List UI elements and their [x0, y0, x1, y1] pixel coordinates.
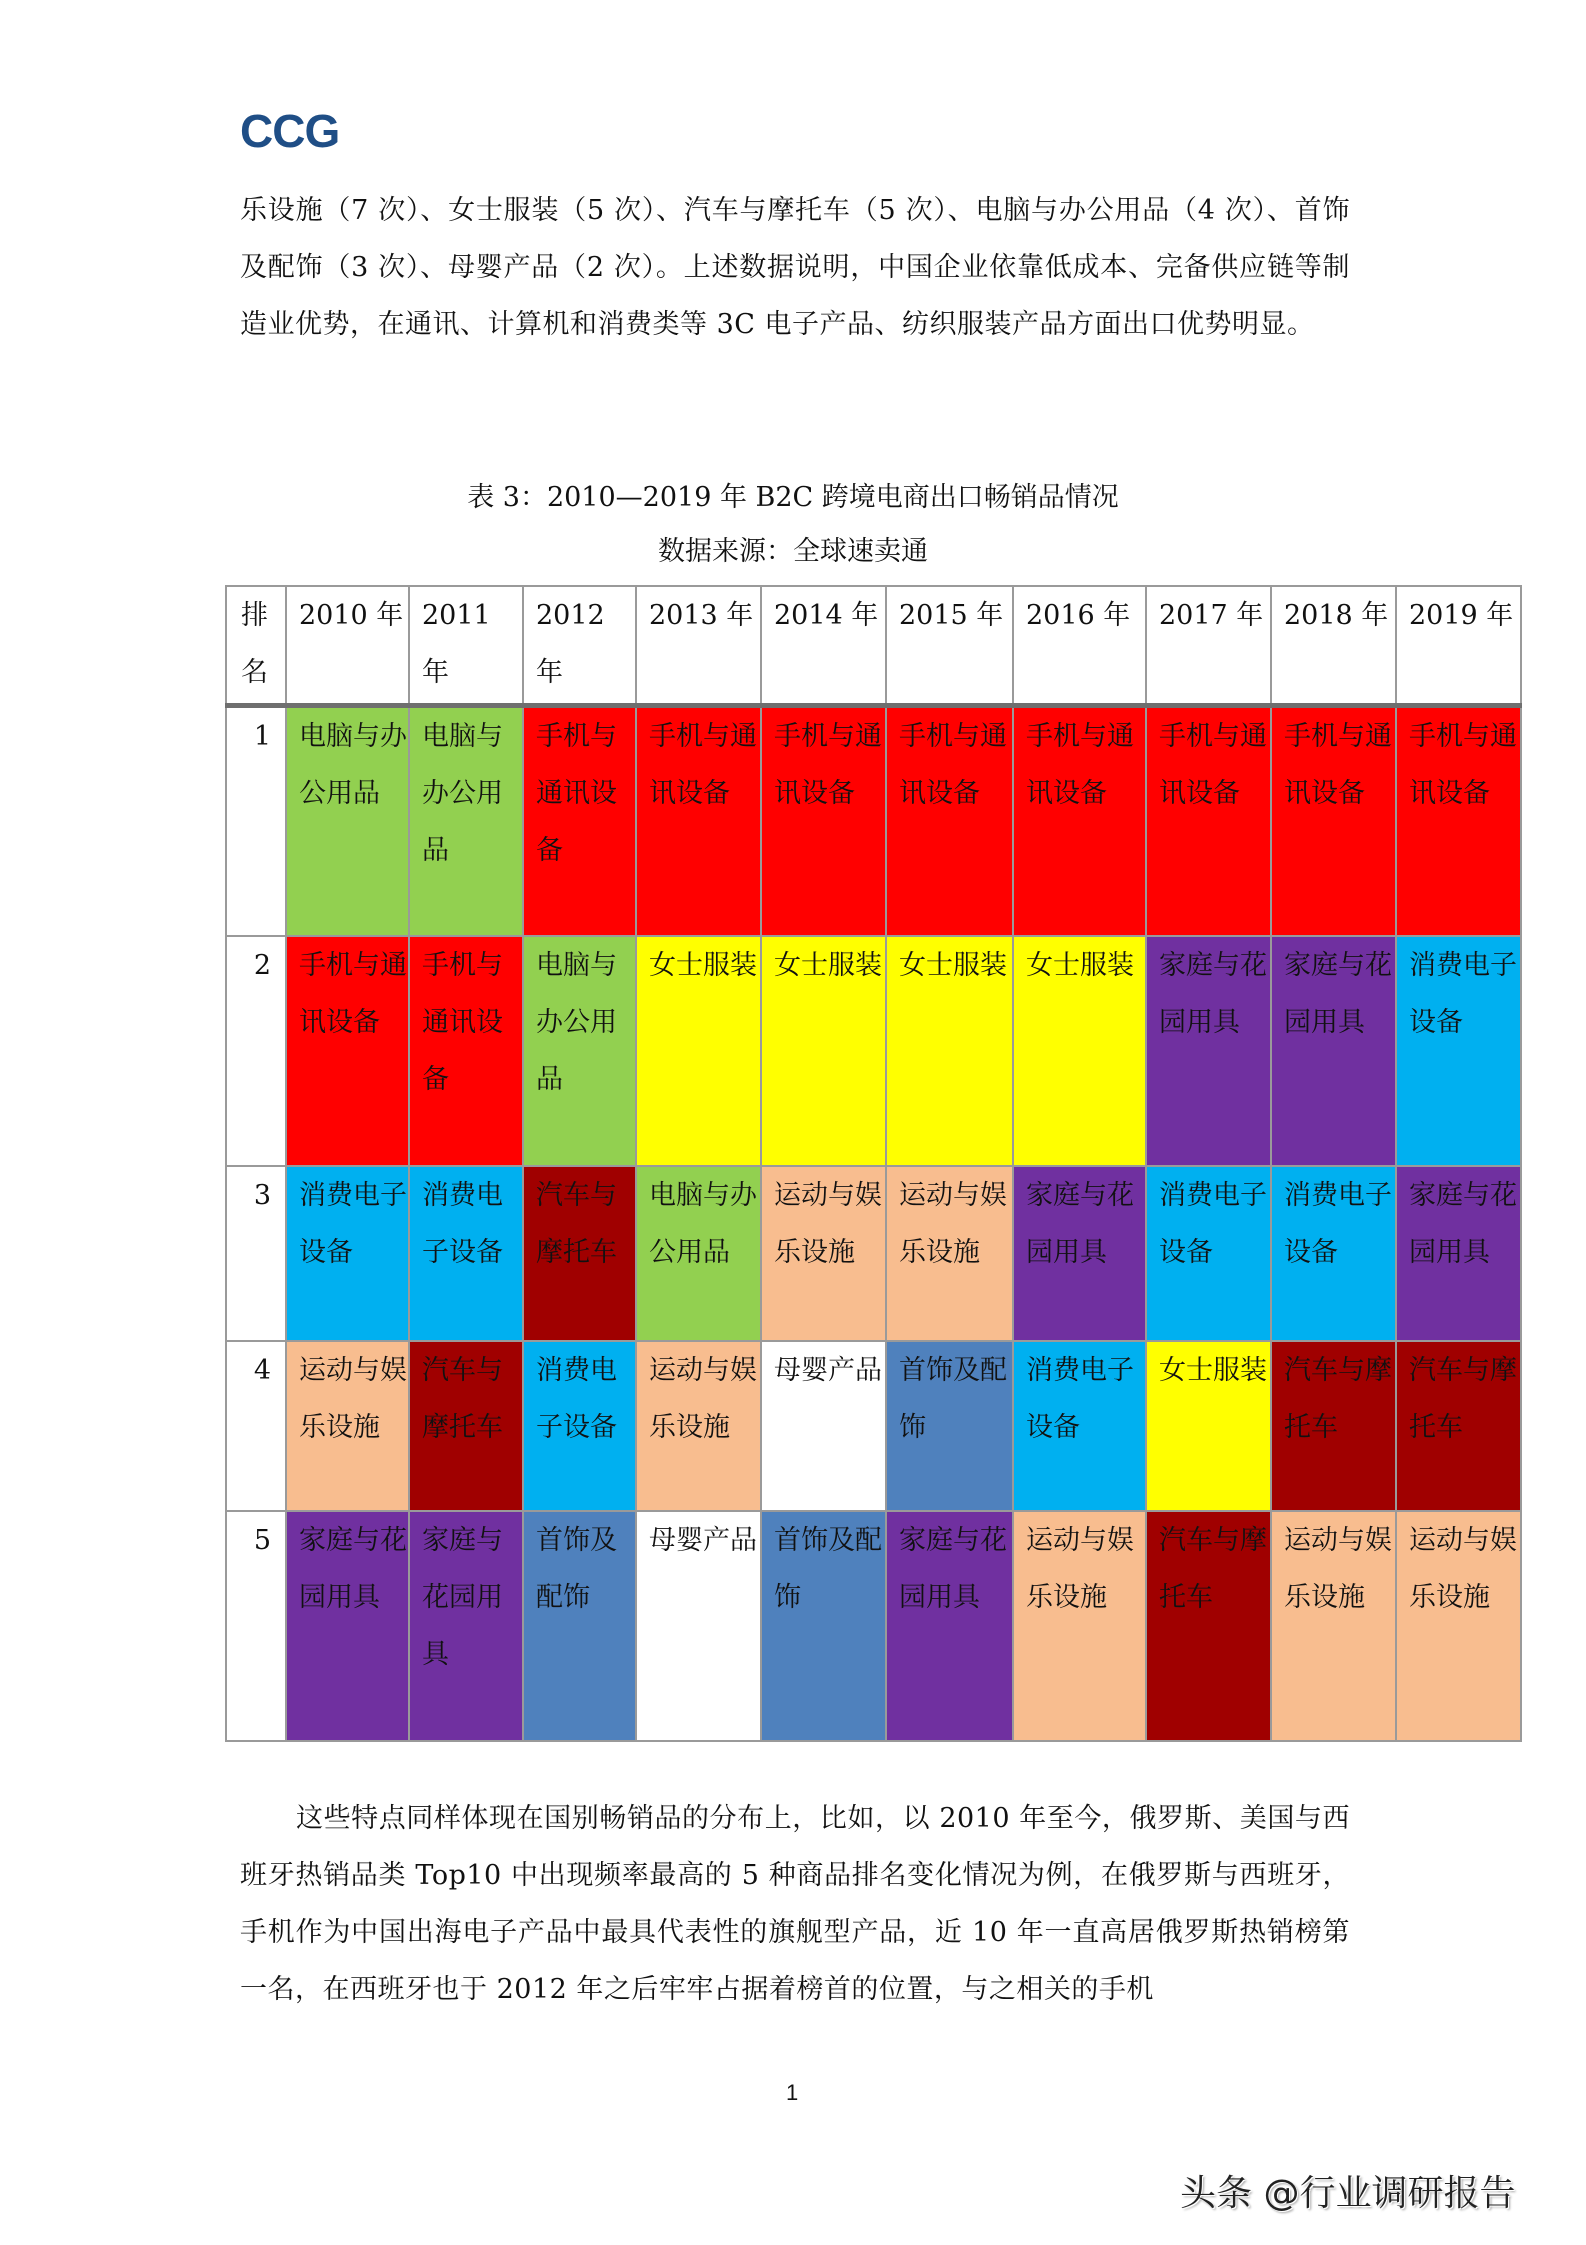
category-cell: 家庭与花园用具 — [286, 1511, 409, 1741]
category-cell: 女士服装 — [761, 936, 886, 1166]
category-cell: 运动与娱乐设施 — [1271, 1511, 1396, 1741]
category-cell: 首饰及配饰 — [886, 1341, 1013, 1511]
category-cell: 手机与通讯设备 — [286, 936, 409, 1166]
category-cell: 汽车与摩托车 — [1396, 1341, 1521, 1511]
bestseller-table — [225, 585, 1522, 1742]
year-header: 2015 年 — [886, 586, 1013, 706]
year-header: 2019 年 — [1396, 586, 1521, 706]
year-header: 2016 年 — [1013, 586, 1146, 706]
year-header: 2017 年 — [1146, 586, 1271, 706]
rank-header: 排名 — [226, 586, 286, 706]
category-cell: 消费电子设备 — [523, 1341, 636, 1511]
body-paragraph: 这些特点同样体现在国别畅销品的分布上，比如，以 2010 年至今，俄罗斯、美国与西班牙热销品类 Top10 中出现频率最高的 5 种商品排名变化情况为例，在俄罗斯与西班牙，手机作为中国出海电子产品中最具代表性的旗舰型产品，近 10 年一直高居俄罗斯热销榜第一名，在西班牙也于 2012 年之后牢牢占据着榜首的位置，与之相关的手机 — [240, 1803, 1350, 2005]
category-cell: 手机与通讯设备 — [409, 936, 523, 1166]
category-cell: 女士服装 — [886, 936, 1013, 1166]
category-cell: 母婴产品 — [761, 1341, 886, 1511]
category-cell: 电脑与办公用品 — [286, 706, 409, 936]
category-cell: 消费电子设备 — [1396, 936, 1521, 1166]
category-cell: 首饰及配饰 — [523, 1511, 636, 1741]
category-cell: 消费电子设备 — [409, 1166, 523, 1341]
category-cell: 母婴产品 — [636, 1511, 761, 1741]
category-cell: 运动与娱乐设施 — [286, 1341, 409, 1511]
year-header: 2014 年 — [761, 586, 886, 706]
table-source: 数据来源：全球速卖通 — [658, 536, 928, 567]
category-cell: 运动与娱乐设施 — [1013, 1511, 1146, 1741]
category-cell: 手机与通讯设备 — [886, 706, 1013, 936]
category-cell: 运动与娱乐设施 — [1396, 1511, 1521, 1741]
category-cell: 家庭与花园用具 — [1396, 1166, 1521, 1341]
table-title: 表 3：2010—2019 年 B2C 跨境电商出口畅销品情况 — [467, 482, 1119, 513]
intro-paragraph: 乐设施（7 次）、女士服装（5 次）、汽车与摩托车（5 次）、电脑与办公用品（4 次）、首饰及配饰（3 次）、母婴产品（2 次）。上述数据说明，中国企业依靠低成本、完备供应链等制造业优势，在通讯、计算机和消费类等 3C 电子产品、纺织服装产品方面出口优势明显。 — [240, 195, 1350, 340]
category-cell: 电脑与办公用品 — [636, 1166, 761, 1341]
rank-cell: 2 — [226, 936, 286, 1166]
category-cell: 女士服装 — [1146, 1341, 1271, 1511]
category-cell: 汽车与摩托车 — [1146, 1511, 1271, 1741]
rank-cell: 1 — [226, 706, 286, 936]
category-cell: 家庭与花园用具 — [886, 1511, 1013, 1741]
category-cell: 运动与娱乐设施 — [636, 1341, 761, 1511]
table-row — [226, 1166, 1521, 1341]
year-header: 2011 年 — [409, 586, 523, 706]
category-cell: 消费电子设备 — [1146, 1166, 1271, 1341]
category-cell: 首饰及配饰 — [761, 1511, 886, 1741]
category-cell: 电脑与办公用品 — [523, 936, 636, 1166]
category-cell: 手机与通讯设备 — [636, 706, 761, 936]
category-cell: 运动与娱乐设施 — [886, 1166, 1013, 1341]
table-row — [226, 1341, 1521, 1511]
category-cell: 手机与通讯设备 — [761, 706, 886, 936]
ccg-logo: CCG — [240, 105, 340, 157]
category-cell: 手机与通讯设备 — [1013, 706, 1146, 936]
category-cell: 家庭与花园用具 — [1271, 936, 1396, 1166]
category-cell: 汽车与摩托车 — [409, 1341, 523, 1511]
page-number: 1 — [786, 2080, 799, 2105]
table-row — [226, 936, 1521, 1166]
category-cell: 汽车与摩托车 — [523, 1166, 636, 1341]
category-cell: 汽车与摩托车 — [1271, 1341, 1396, 1511]
watermark: 头条 @行业调研报告 — [1180, 2173, 1516, 2214]
year-header: 2010 年 — [286, 586, 409, 706]
rank-cell: 3 — [226, 1166, 286, 1341]
category-cell: 家庭与花园用具 — [1013, 1166, 1146, 1341]
year-header: 2012 年 — [523, 586, 636, 706]
category-cell: 手机与通讯设备 — [1271, 706, 1396, 936]
category-cell: 女士服装 — [636, 936, 761, 1166]
table-header-row — [226, 586, 1521, 706]
year-header: 2018 年 — [1271, 586, 1396, 706]
category-cell: 运动与娱乐设施 — [761, 1166, 886, 1341]
rank-cell: 5 — [226, 1511, 286, 1741]
category-cell: 女士服装 — [1013, 936, 1146, 1166]
category-cell: 消费电子设备 — [1271, 1166, 1396, 1341]
year-header: 2013 年 — [636, 586, 761, 706]
category-cell: 消费电子设备 — [1013, 1341, 1146, 1511]
category-cell: 家庭与花园用具 — [1146, 936, 1271, 1166]
category-cell: 电脑与办公用品 — [409, 706, 523, 936]
category-cell: 消费电子设备 — [286, 1166, 409, 1341]
rank-cell: 4 — [226, 1341, 286, 1511]
category-cell: 手机与通讯设备 — [523, 706, 636, 936]
category-cell: 家庭与花园用具 — [409, 1511, 523, 1741]
category-cell: 手机与通讯设备 — [1146, 706, 1271, 936]
table-row — [226, 1511, 1521, 1741]
table-row — [226, 706, 1521, 936]
category-cell: 手机与通讯设备 — [1396, 706, 1521, 936]
